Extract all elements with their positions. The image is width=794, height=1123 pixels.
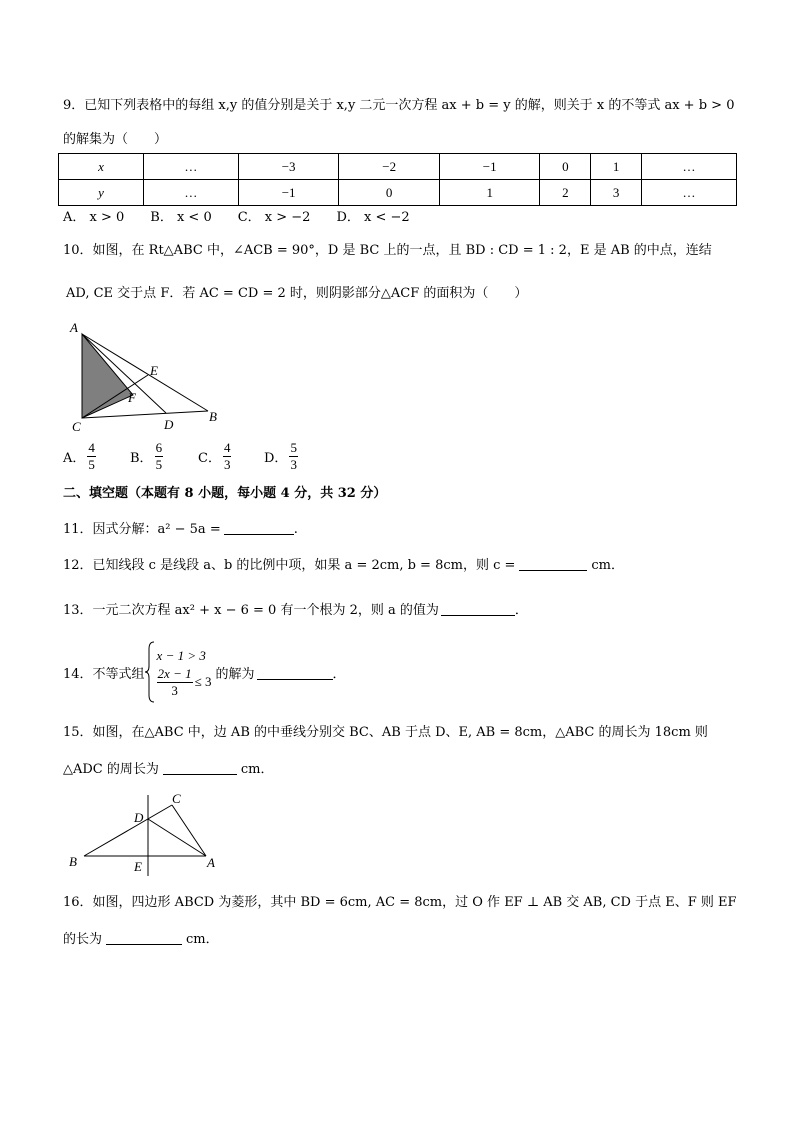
denominator: 5 — [155, 457, 163, 472]
q10-figure — [60, 318, 230, 436]
q12-end: cm． — [591, 558, 625, 573]
q15-line2-text: △ADC 的周长为 — [63, 762, 159, 777]
q15-figure — [66, 790, 226, 880]
option-letter: B． — [130, 451, 153, 466]
table-cell: … — [642, 180, 737, 206]
table-cell: 0 — [540, 154, 591, 180]
q14-suffix: 的解为 — [215, 666, 255, 682]
q16-end: cm． — [186, 932, 219, 947]
q14-inequality-2 — [157, 666, 212, 699]
label-b: B — [209, 409, 217, 424]
q11-answer-blank[interactable] — [224, 520, 294, 535]
option-letter: A． — [63, 451, 86, 466]
label-b: B — [69, 854, 77, 869]
q16-stem-line2 — [63, 930, 219, 949]
numerator: 4 — [223, 440, 231, 455]
q14 — [63, 639, 346, 705]
q10-stem-line2: AD, CE 交于点 F．若 AC = CD = 2 时，则阴影部分△ACF 的面积为（ ） — [66, 286, 528, 301]
q10-stem-line1: 10．如图，在 Rt△ABC 中，∠ACB = 90°，D 是 BC 上的一点，且 BD : CD = 1 : 2，E 是 AB 的中点，连结 — [63, 243, 712, 258]
q9-stem-line1: 9．已知下列表格中的每组 x,y 的值分别是关于 x,y 二元一次方程 ax + b = y 的解，则关于 x 的不等式 ax + b > 0 — [63, 98, 735, 113]
table-cell: … — [144, 154, 239, 180]
segment-da — [148, 819, 206, 856]
q12-text: 12．已知线段 c 是线段 a、b 的比例中项，如果 a = 2cm, b = 8cm，则 c = — [63, 558, 516, 573]
option-fraction — [155, 440, 164, 473]
segment-ca — [172, 805, 206, 856]
numerator: 2x − 1 — [157, 665, 192, 681]
denominator: 5 — [88, 457, 95, 472]
q13-end: ． — [514, 603, 528, 618]
q13 — [63, 601, 528, 620]
segment-cb — [82, 411, 208, 418]
option-fraction — [289, 440, 298, 473]
q12-answer-blank[interactable] — [519, 556, 587, 571]
table-cell: 2 — [540, 180, 591, 206]
q15-stem-line1: 15．如图，在△ABC 中，边 AB 的中垂线分别交 BC、AB 于点 D、E, AB = 8cm，△ABC 的周长为 18cm 则 — [63, 725, 708, 740]
q10-option-a — [63, 440, 98, 473]
label-d: D — [134, 810, 144, 825]
q14-system — [157, 646, 212, 699]
q9-options: A． x > 0 B． x < 0 C． x > −2 D． x < −2 — [63, 210, 410, 225]
q15-stem-line2 — [63, 760, 274, 779]
label-e: E — [134, 859, 142, 874]
numerator: 5 — [290, 440, 297, 455]
q11 — [63, 520, 298, 539]
option-fraction — [87, 440, 96, 473]
q13-text: 13．一元二次方程 ax² + x − 6 = 0 有一个根为 2，则 a 的值为 — [63, 603, 439, 618]
table-cell: 1 — [591, 154, 642, 180]
q16-stem-line1: 16．如图，四边形 ABCD 为菱形，其中 BD = 6cm, AC = 8cm，过 O 作 EF ⊥ AB 交 AB, CD 于点 E、F 则 EF — [63, 895, 737, 910]
table-cell: … — [642, 154, 737, 180]
table-row-x — [59, 154, 737, 180]
denominator: 3 — [290, 457, 297, 472]
q14-end: ． — [332, 666, 346, 682]
q10-option-b — [130, 440, 165, 473]
option-letter: D． — [264, 451, 288, 466]
label-c: C — [72, 419, 81, 434]
q15-answer-blank[interactable] — [163, 760, 237, 775]
q16-answer-blank[interactable] — [106, 930, 182, 945]
segment-bc — [84, 805, 172, 856]
q9-value-table — [58, 153, 737, 206]
numerator: 4 — [88, 440, 95, 455]
table-cell: x — [59, 154, 144, 180]
q9-stem-line2: 的解集为（ ） — [63, 132, 168, 147]
label-d: D — [164, 417, 174, 432]
q15-end: cm． — [240, 762, 274, 777]
q14-rhs: ≤ 3 — [194, 674, 212, 689]
shaded-triangle-acf — [82, 334, 133, 418]
label-e: E — [150, 363, 158, 378]
denominator: 3 — [223, 457, 231, 472]
label-f: F — [128, 390, 136, 405]
table-cell: −3 — [238, 154, 339, 180]
table-cell: −1 — [439, 154, 540, 180]
label-c: C — [172, 791, 181, 806]
brace-icon — [145, 641, 155, 703]
label-a: A — [70, 320, 78, 335]
option-fraction — [223, 440, 232, 473]
section-title-fill-in: 二、填空题（本题有 8 小题，每小题 4 分，共 32 分） — [63, 486, 387, 501]
numerator: 6 — [155, 440, 163, 455]
q11-end: . — [293, 522, 298, 537]
table-cell: … — [144, 180, 239, 206]
q13-answer-blank[interactable] — [441, 601, 515, 616]
table-cell: −2 — [339, 154, 440, 180]
q10-option-d — [264, 440, 300, 473]
q14-fraction — [157, 666, 193, 699]
q11-text: 11．因式分解：a² − 5a = — [63, 522, 221, 537]
table-cell: 0 — [339, 180, 440, 206]
option-letter: C． — [198, 451, 221, 466]
table-cell: y — [59, 180, 144, 206]
table-row-y — [59, 180, 737, 206]
q16-line2-text: 的长为 — [63, 932, 103, 947]
q10-option-c — [198, 440, 233, 473]
q14-answer-blank[interactable] — [257, 665, 333, 680]
table-cell: 3 — [591, 180, 642, 206]
denominator: 3 — [171, 682, 178, 698]
q14-inequality-1: x − 1 > 3 — [156, 647, 206, 663]
q12 — [63, 556, 624, 575]
table-cell: 1 — [439, 180, 540, 206]
q14-prefix: 14．不等式组 — [63, 666, 145, 682]
table-cell: −1 — [238, 180, 339, 206]
label-a: A — [207, 855, 215, 870]
